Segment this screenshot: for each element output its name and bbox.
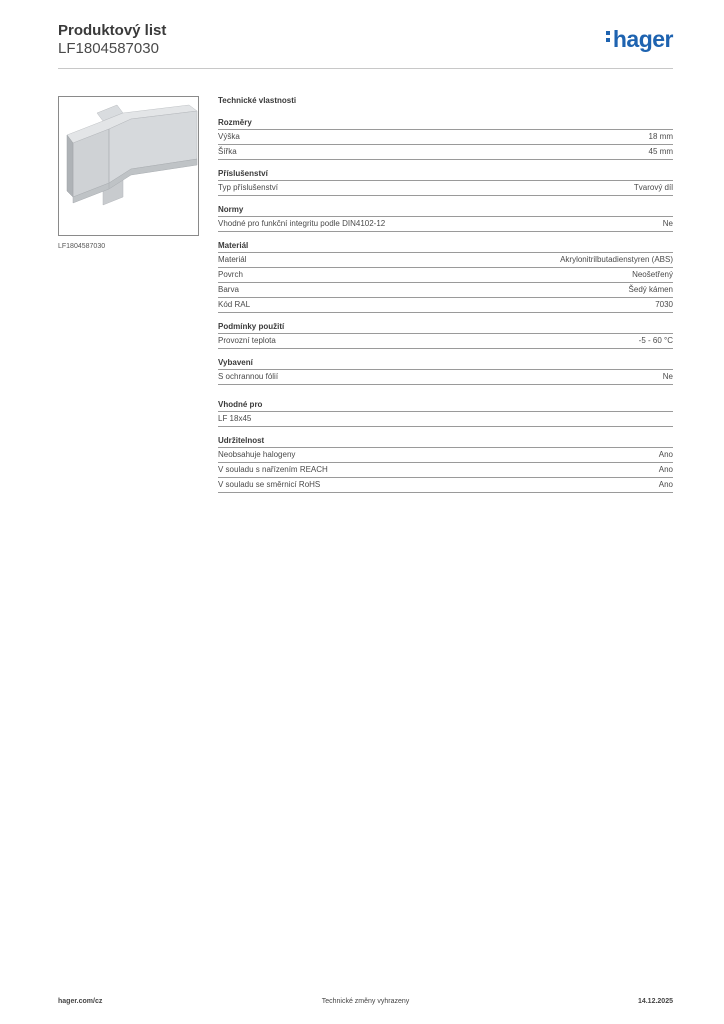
spec-value: 18 mm <box>648 132 673 141</box>
spec-row <box>218 253 673 268</box>
specs-title: Technické vlastnosti <box>218 96 297 105</box>
spec-section-equipment <box>218 358 673 385</box>
spec-section-sustainability <box>218 436 673 493</box>
spec-label: V souladu se směrnicí RoHS <box>218 480 321 489</box>
spec-label: V souladu s nařízením REACH <box>218 465 328 474</box>
spec-value: Ano <box>658 480 673 489</box>
spec-row <box>218 298 673 313</box>
section-title: Normy <box>218 205 673 217</box>
product-image-frame <box>58 96 199 236</box>
spec-label: LF 18x45 <box>218 414 252 423</box>
section-title: Příslušenství <box>218 169 673 181</box>
section-title: Materiál <box>218 241 673 253</box>
spec-value: Ano <box>658 450 673 459</box>
footer-date: 14.12.2025 <box>637 998 673 1005</box>
spec-section-accessories <box>218 169 673 196</box>
header-divider <box>58 68 673 69</box>
section-title: Vhodné pro <box>218 400 673 412</box>
spec-row <box>218 334 673 349</box>
hager-logo <box>606 26 673 53</box>
spec-section-standards <box>218 205 673 232</box>
spec-value: Šedý kámen <box>628 285 673 294</box>
spec-row <box>218 463 673 478</box>
spec-label: Výška <box>218 132 240 141</box>
spec-label: Povrch <box>218 270 243 279</box>
spec-label: Materiál <box>218 255 247 264</box>
spec-value: Ne <box>662 219 673 228</box>
section-title: Vybavení <box>218 358 673 370</box>
logo-text: hager <box>612 26 673 52</box>
spec-section-material <box>218 241 673 313</box>
spec-row <box>218 130 673 145</box>
spec-row <box>218 217 673 232</box>
product-image-caption: LF1804587030 <box>58 243 106 250</box>
spec-value: 45 mm <box>648 147 673 156</box>
spec-value: 7030 <box>655 300 673 309</box>
logo-colon-icon <box>606 28 611 45</box>
footer-website-link[interactable]: hager.com/cz <box>58 998 103 1005</box>
section-title: Rozměry <box>218 118 673 130</box>
spec-section-suitable-for <box>218 400 673 427</box>
spec-label: Barva <box>218 285 239 294</box>
spec-label: Typ příslušenství <box>218 183 279 192</box>
spec-label: Šířka <box>218 147 237 156</box>
spec-section-conditions <box>218 322 673 349</box>
spec-row <box>218 268 673 283</box>
spec-label: Neobsahuje halogeny <box>218 450 296 459</box>
cable-trunking-tee-piece-icon <box>59 97 198 235</box>
product-code: LF1804587030 <box>58 40 159 57</box>
spec-label: S ochrannou fólií <box>218 372 279 381</box>
spec-value: Ne <box>662 372 673 381</box>
spec-label: Kód RAL <box>218 300 251 309</box>
spec-row <box>218 412 673 427</box>
spec-section-dimensions <box>218 118 673 160</box>
spec-row <box>218 283 673 298</box>
spec-row <box>218 145 673 160</box>
spec-value: Akrylonitrilbutadienstyren (ABS) <box>560 255 673 264</box>
spec-value: Ano <box>658 465 673 474</box>
spec-row <box>218 181 673 196</box>
section-title: Podmínky použití <box>218 322 673 334</box>
section-title: Udržitelnost <box>218 436 673 448</box>
spec-label: Provozní teplota <box>218 336 276 345</box>
spec-row <box>218 370 673 385</box>
technical-specs <box>218 96 673 502</box>
footer-disclaimer: Technické změny vyhrazeny <box>321 998 410 1005</box>
spec-value: Neošetřený <box>632 270 673 279</box>
spec-value: -5 - 60 °C <box>638 336 673 345</box>
page-title: Produktový list <box>58 22 167 39</box>
page-header <box>58 20 673 68</box>
spec-row <box>218 478 673 493</box>
spec-label: Vhodné pro funkční integritu podle DIN4102-12 <box>218 219 386 228</box>
spec-value: Tvarový díl <box>633 183 673 192</box>
spec-row <box>218 448 673 463</box>
